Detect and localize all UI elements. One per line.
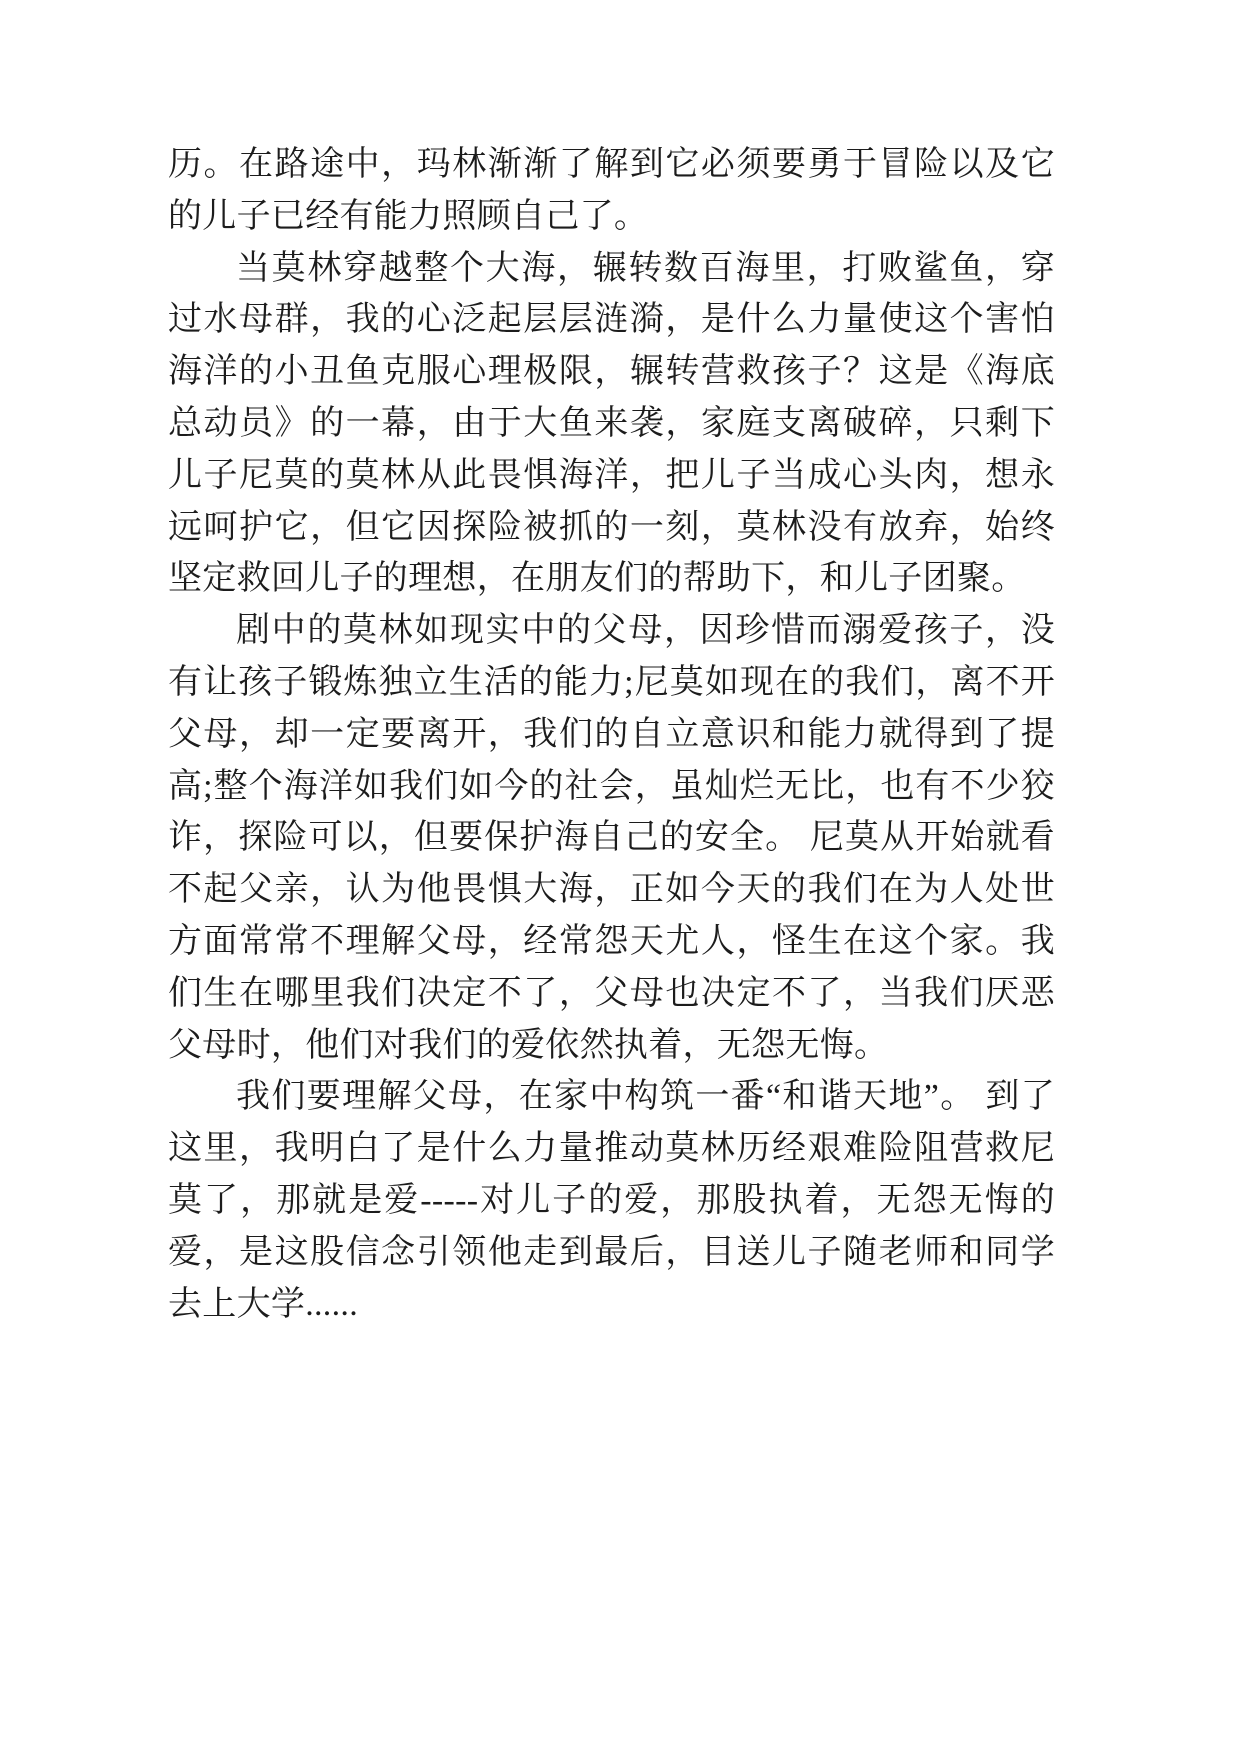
paragraph-continuation: 历。在路途中，玛林渐渐了解到它必须要勇于冒险以及它的儿子已经有能力照顾自己了。 <box>168 146 1055 235</box>
document-body <box>168 139 1055 1330</box>
paragraph-movie-scene: 当莫林穿越整个大海，辗转数百海里，打败鲨鱼，穿过水母群，我的心泛起层层涟漪，是什么力量使这个害怕海洋的小丑鱼克服心理极限，辗转营救孩子？这是《海底总动员》的一幕，由于大鱼来袭，家庭支离破碎，只剩下儿子尼莫的莫林从此畏惧海洋，把儿子当成心头肉，想永远呵护它，但它因探险被抓的一刻，莫林没有放弃，始终坚定救回儿子的理想，在朋友们的帮助下，和儿子团聚。 <box>168 249 1055 598</box>
paragraph-conclusion: 我们要理解父母，在家中构筑一番“和谐天地”。 到了这里，我明白了是什么力量推动莫林历经艰难险阻营救尼莫了，那就是爱-----对儿子的爱，那股执着，无怨无悔的爱，是这股信念引领他走到最后，目送儿子随老师和同学去上大学...... <box>168 1078 1055 1323</box>
paragraph-reflection: 剧中的莫林如现实中的父母，因珍惜而溺爱孩子，没有让孩子锻炼独立生活的能力;尼莫如现在的我们，离不开父母，却一定要离开，我们的自立意识和能力就得到了提高;整个海洋如我们如今的社会，虽灿烂无比，也有不少狡诈，探险可以，但要保护海自己的安全。 尼莫从开始就看不起父亲，认为他畏惧大海，正如今天的我们在为人处世方面常常不理解父母，经常怨天尤人，怪生在这个家。我们生在哪里我们决定不了，父母也决定不了，当我们厌恶父母时，他们对我们的爱依然执着，无怨无悔。 <box>168 612 1055 1064</box>
